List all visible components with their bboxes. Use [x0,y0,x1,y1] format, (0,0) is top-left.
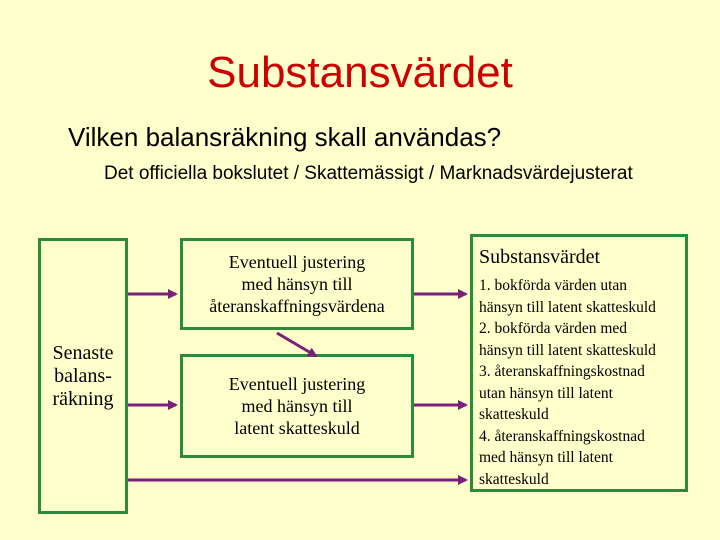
substance-value-item-4: 4. återanskaffningskostnad med hänsyn till latent skatteskuld [479,427,645,488]
substance-value-item-1: 1. bokförda värden utan hänsyn till latent skatteskuld [479,277,656,316]
slide-title: Substansvärdet [207,48,513,97]
options-text: Det officiella bokslutet / Skattemässigt / Marknadsvärdejusterat [104,163,633,184]
question-text: Vilken balansräkning skall användas? [68,122,502,152]
substance-value-item-3: 3. återanskaffningskostnad utan hänsyn till latent skatteskuld [479,363,645,423]
substance-value-item-2: 2. bokförda värden med hänsyn till latent skatteskuld [479,320,656,359]
deferred-tax-adjustment-label: Eventuell justering med hänsyn till latent skatteskuld [228,374,366,438]
substance-value-heading: Substansvärdet [479,246,601,268]
replacement-value-adjustment-label: Eventuell justering med hänsyn till återanskaffningsvärdena [209,252,385,316]
latest-balance-sheet-label: Senaste balans- räkning [52,341,114,410]
arrow-between-adjustments [277,333,316,356]
